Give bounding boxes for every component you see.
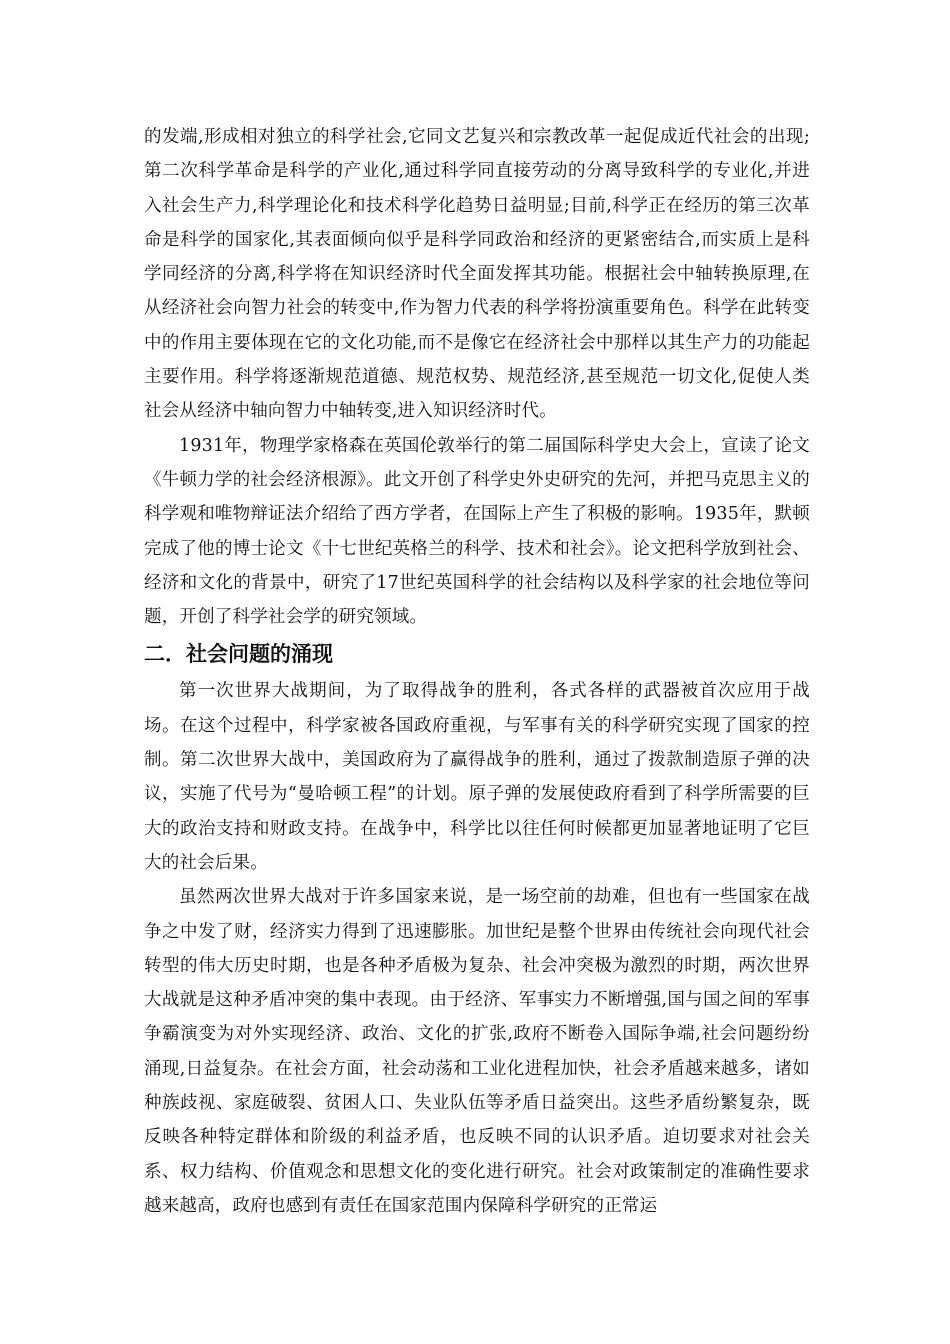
body-paragraph: 1931年，物理学家格森在英国伦敦举行的第二届国际科学史大会上，宣读了论文《牛顿力学的社会经济根源》。此文开创了科学史外史研究的先河，并把马克思主义的科学观和唯物辩证法介绍给了西方学者，在国际上产生了积极的影响。1935年，默顿完成了他的博士论文《十七世纪英格兰的科学、技术和社会》。论文把科学放到社会、经济和文化的背景中，研究了17世纪英国科学的社会结构以及科学家的社会地位等问题，开创了科学社会学的研究领域。: [144, 435, 810, 628]
document-page: [144, 120, 810, 1223]
body-paragraph: 虽然两次世界大战对于许多国家来说，是一场空前的劫难，但也有一些国家在战争之中发了财，经济实力得到了迅速膨胀。加世纪是整个世界由传统社会向现代社会转型的伟大历史时期，也是各种矛盾极为复杂、社会冲突极为激烈的时期，两次世界大战就是这种矛盾冲突的集中表现。由于经济、军事实力不断增强,国与国之间的军事争霸演变为对外实现经济、政治、文化的扩张,政府不断卷入国际争端,社会问题纷纷涌现,日益复杂。在社会方面，社会动荡和工业化进程加快，社会矛盾越来越多，诸如种族歧视、家庭破裂、贫困人口、失业队伍等矛盾日益突出。这些矛盾纷繁复杂，既反映各种特定群体和阶级的利益矛盾，也反映不同的认识矛盾。迫切要求对社会关系、权力结构、价值观念和思想文化的变化进行研究。社会对政策制定的准确性要求越来越高，政府也感到有责任在国家范围内保障科学研究的正常运: [144, 887, 810, 1216]
body-paragraph: 的发端,形成相对独立的科学社会,它同文艺复兴和宗教改革一起促成近代社会的出现;第二次科学革命是科学的产业化,通过科学同直接劳动的分离导致科学的专业化,并进入社会生产力,科学理论化和技术科学化趋势日益明显;目前,科学正在经历的第三次革命是科学的国家化,其表面倾向似乎是科学同政治和经济的更紧密结合,而实质上是科学同经济的分离,科学将在知识经济时代全面发挥其功能。根据社会中轴转换原理,在从经济社会向智力社会的转变中,作为智力代表的科学将扮演重要角色。科学在此转变中的作用主要体现在它的文化功能,而不是像它在经济社会中那样以其生产力的功能起主要作用。科学将逐渐规范道德、规范权势、规范经济,甚至规范一切文化,促使人类社会从经济中轴向智力中轴转变,进入知识经济时代。: [144, 127, 810, 422]
body-paragraph: 第一次世界大战期间，为了取得战争的胜利，各式各样的武器被首次应用于战场。在这个过程中，科学家被各国政府重视，与军事有关的科学研究实现了国家的控制。第二次世界大战中，美国政府为了赢得战争的胜利，通过了拨款制造原子弹的决议，实施了代号为“曼哈顿工程”的计划。原子弹的发展使政府看到了科学所需要的巨大的政治支持和财政支持。在战争中，科学比以往任何时候都更加显著地证明了它巨大的社会后果。: [144, 681, 810, 873]
section-heading: 二．社会问题的涌现: [144, 642, 333, 667]
